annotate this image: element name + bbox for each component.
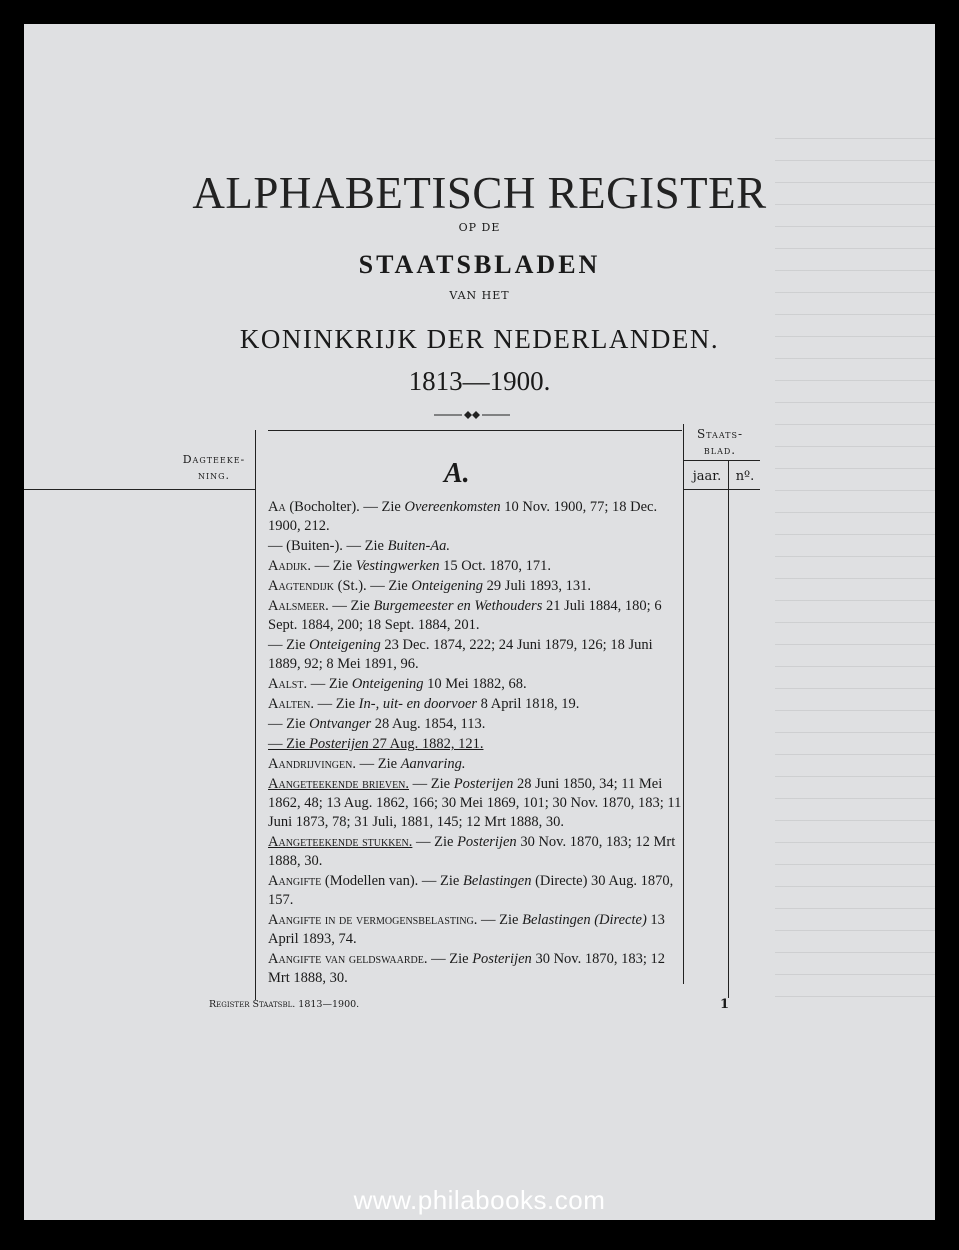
list-item: — Zie Ontvanger 28 Aug. 1854, 113.: [268, 716, 486, 732]
subtitle-years: 1813—1900.: [408, 366, 551, 396]
top-rule: [268, 430, 682, 431]
list-item: Aangeteekende stukken. — Zie Posterijen 30 Nov. 1870, 183; 12 Mrt 1888, 30.: [268, 834, 676, 869]
header-dagteekening-line1: Dagteeke-: [182, 453, 246, 466]
list-item: Aangifte (Modellen van). — Zie Belastingen (Directe) 30 Aug. 1870, 157.: [268, 873, 674, 908]
list-item: Aadijk. — Zie Vestingwerken 15 Oct. 1870, 171.: [268, 558, 552, 574]
section-letter: A.: [444, 458, 470, 489]
document-page: [24, 24, 935, 1220]
list-item: Aa (Bocholter). — Zie Overeenkomsten 10 Nov. 1900, 77; 18 Dec. 1900, 212.: [268, 499, 658, 534]
list-item: — Zie Onteigening 23 Dec. 1874, 222; 24 Juni 1879, 126; 18 Juni 1889, 92; 8 Mei 1891, 96.: [268, 637, 653, 672]
page-number: 1: [720, 997, 730, 1012]
year-number-rule: [728, 460, 729, 998]
subtitle-koninkrijk: KONINKRIJK DER NEDERLANDEN.: [239, 324, 720, 354]
list-item: Aandrijvingen. — Zie Aanvaring.: [268, 756, 466, 772]
header-staatsblad-line1: Staats-: [696, 427, 744, 441]
header-bottom-rule: [24, 489, 256, 490]
list-item: Aalten. — Zie In-, uit- en doorvoer 8 April 1818, 19.: [268, 696, 580, 712]
subtitle-staatsbladen: STAATSBLADEN: [358, 250, 601, 279]
list-item: — (Buiten-). — Zie Buiten-Aa.: [268, 538, 451, 554]
header-bottom-rule-right: [684, 489, 760, 490]
register-entries: [268, 498, 688, 988]
subtitle-op-de: OP DE: [458, 221, 501, 234]
list-item: Aalst. — Zie Onteigening 10 Mei 1882, 68.: [268, 676, 527, 692]
subtitle-van-het: VAN HET: [449, 289, 510, 302]
list-item: Aalsmeer. — Zie Burgemeester en Wethouders 21 Juli 1884, 180; 6 Sept. 1884, 200; 18 Sept. 1884, 201.: [268, 598, 662, 633]
left-column-rule: [255, 430, 256, 1000]
header-staatsblad: [680, 426, 760, 458]
header-staatsblad-line2: blad.: [703, 443, 737, 457]
list-item: Aangifte van geldswaarde. — Zie Posterijen 30 Nov. 1870, 183; 12 Mrt 1888, 30.: [268, 951, 665, 986]
ornament-icon: [434, 408, 510, 422]
header-dagteekening: [164, 452, 264, 484]
ornament-divider: [434, 408, 510, 426]
list-item: Aangifte in de vermogensbelasting. — Zie Belastingen (Directe) 13 April 1893, 74.: [268, 912, 665, 947]
list-item: Aagtendijk (St.). — Zie Onteigening 29 Juli 1893, 131.: [268, 578, 591, 594]
watermark: www.philabooks.com: [353, 1185, 606, 1215]
header-nummer: nº.: [735, 469, 755, 484]
page-title: ALPHABETISCH REGISTER: [192, 168, 767, 218]
list-item: Aangeteekende brieven. — Zie Posterijen 28 Juni 1850, 34; 11 Mei 1862, 48; 13 Aug. 1862, 166; 30 Mei 1869, 101; 30 Nov. 1870, 183; 11 Juni 1873, 78; 31 Juli, 1881, 145; 12 Mrt 1888, 30.: [268, 776, 682, 830]
header-jaar: jaar.: [692, 469, 722, 484]
header-dagteekening-line2: ning.: [197, 469, 231, 482]
running-footer: Register Staatsbl. 1813—1900.: [209, 999, 360, 1010]
list-item: — Zie Posterijen 27 Aug. 1882, 121.: [268, 736, 484, 752]
staatsblad-under-rule: [684, 460, 760, 461]
